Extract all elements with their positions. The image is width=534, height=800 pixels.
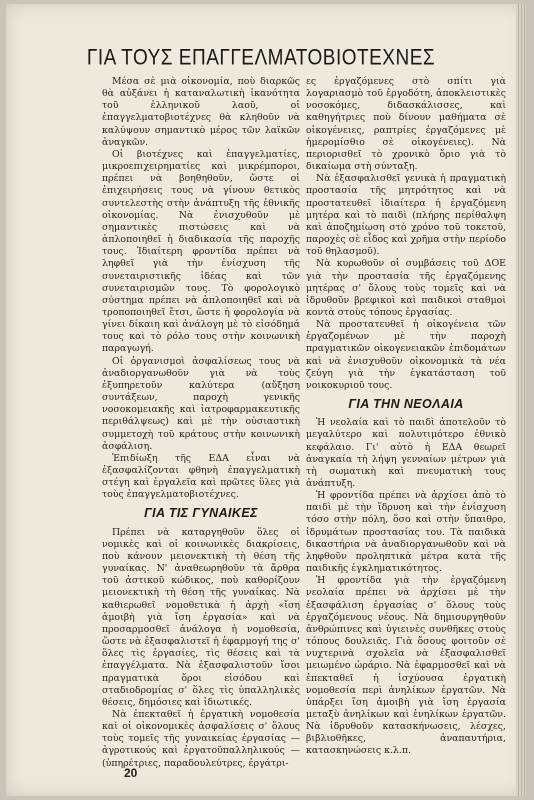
right-column <box>306 76 506 758</box>
left-column <box>102 76 300 770</box>
paragraph: Μέσα σὲ μιὰ οἰκονομία, ποὺ διαρκῶς θὰ αὐξάνει ἡ καταναλωτικὴ ἱκανότητα τοῦ ἑλληνικοῦ λαοῦ, οἱ ἐπαγγελματοβιοτέχνες θὰ κληθοῦν νὰ καλύψουν σημαντικὸ μέρος τῶν λαϊκῶν ἀναγκῶν. <box>102 76 300 148</box>
page-number: 20 <box>124 766 138 780</box>
paragraph: Ἡ νεολαία καὶ τὸ παιδὶ ἀποτελοῦν τὸ μεγαλύτερο καὶ πολυτιμότερο ἐθνικὸ κεφάλαιο. Γι' αὐτὸ ἡ ΕΔΑ θεωρεῖ ἀναγκαία τὴ λήψη γενναίων μέτρων γιὰ τὴ σωματικὴ καὶ πνευματικὴ τους ἀνάπτυξη. <box>306 417 506 489</box>
paragraph: Νὰ ἐξασφαλισθεῖ γενικὰ ἡ πραγματικὴ προστασία τῆς μητρότητος καὶ νὰ προστατευθεῖ ἰδιαίτερα ἡ ἐργαζόμενη μητέρα καὶ τὸ παιδὶ (πλήρης περίθαλψη καὶ ἀποζημίωση στὸ χρόνο τοῦ τοκετοῦ, παροχὲς σὲ εἶδος καὶ χρῆμα στὴν περίοδο τοῦ θηλασμοῦ). <box>306 173 506 258</box>
page-title: ΓΙΑ ΤΟΥΣ ΕΠΑΓΓΕΛΜΑΤΟΒΙΟΤΕΧΝΕΣ <box>86 46 436 71</box>
page-edge-stripes <box>516 4 526 796</box>
paragraph: Νὰ ἐπεκταθεῖ ἡ ἐργατικὴ νομοθεσία καὶ οἱ οἰκονομικὲς ἀσφαλίσεις σ' ὅλους τοὺς τομεῖς τῆς γυναικείας ἐργασίας — ἀγροτικούς καὶ ἐργατοϋπαλληλικούς — (ὑπηρέτριες, παραδουλεύτρες, ἐργάτρι- <box>102 708 300 769</box>
paragraph: Νὰ κυρωθοῦν οἱ συμβάσεις τοῦ ΔΟΕ γιὰ τὴν προστασία τῆς ἐργαζόμενης μητέρας σ' ὅλους τοὺς τομεῖς καὶ νὰ ἱδρυθοῦν βρεφικοὶ καὶ παιδικοὶ σταθμοὶ κοντὰ στοὺς τόπους ἐργασίας. <box>306 258 506 318</box>
magazine-page <box>6 4 526 796</box>
paragraph: Οἱ βιοτέχνες καὶ ἐπαγγελματίες, μικροεπιχειρηματίες καὶ μικρέμποροι, πρέπει νὰ βοηθηθοῦν, ὥστε οἱ ἐπιχειρήσεις τους νὰ γίνουν θετικὸς συντελεστὴς στὴν ἀνάπτυξη τῆς ἐθνικῆς οἰκονομίας. Νὰ ἐνισχυθοῦν μὲ σημαντικὲς πιστώσεις καὶ νὰ ἁπλοποιηθεῖ ἡ διαδικασία τῆς παροχῆς τους. Ἰδιαίτερη φροντίδα πρέπει νὰ ληφθεῖ γιὰ τὴν ἐνίσχυση τῆς συνεταιριστικῆς ἰδέας καὶ τῶν συνεταιρισμῶν τους. Τὸ φορολογικὸ σύστημα πρέπει νὰ ἁπλοποιηθεῖ καὶ νὰ τροποποιηθεῖ ἔτσι, ὥστε ἡ φορολογία νὰ γίνει δίκαιη καὶ ἀνάλογη μὲ τὸ εἰσόδημά τους καὶ τὸ ρόλο τους στὴν κοινωνικὴ παραγωγή. <box>102 148 300 355</box>
paragraph: Ἐπιδίωξη τῆς ΕΔΑ εἶναι νὰ ἐξασφαλίζονται φθηνὴ ἐπαγγελματικὴ στέγη καὶ ἐργαλεῖα καὶ πρῶτες ὕλες γιὰ τοὺς ἐπαγγελματοβιοτέχνες. <box>102 452 300 501</box>
paragraph: Πρέπει νὰ καταργηθοῦν ὅλες οἱ νομικὲς καὶ οἱ κοινωνικὲς διακρίσεις, ποὺ κάνουν μειονεκτικὴ τὴ θέση τῆς γυναίκας. Ν' ἀναθεωρηθοῦν τὰ ἄρθρα τοῦ ἀστικοῦ κώδικος, ποὺ καθορίζουν μειονεκτικὴ τὴ θέση τῆς γυναίκας. Νὰ καθιερωθεῖ νομοθετικὰ ἡ ἀρχὴ «ἴση ἀμοιβὴ γιὰ ἴση ἐργασία» καὶ νὰ προσαρμοσθεῖ ἀνάλογα ἡ νομοθεσία, ὥστε νὰ ἐξασφαλιστεῖ ἡ ἐφαρμογή της σ' ὅλες τὶς ἐργασίες, τὶς θέσεις καὶ τὰ ἐπαγγέλματα. Νὰ ἐξασφαλιστοῦν ἴσοι πραγματικὰ ὅροι εἰσόδου καὶ σταδιοδρομίας σ' ὅλες τὶς ὑπαλληλικὲς θέσεις, δημόσιες καὶ ἰδιωτικές. <box>102 526 300 708</box>
paragraph: Ἡ φροντίδα γιὰ τὴν ἐργαζόμενη νεολαία πρέπει νὰ ἀρχίσει μὲ τὴν ἐξασφάλιση ἐργασίας σ' ὅλους τοὺς ἐργαζόμενους νέους. Νὰ δημιουργηθοῦν ἀνθρώπινες καὶ ὑγιεινὲς συνθῆκες στοὺς τόπους δουλειᾶς. Γιὰ ὅσους φοιτοῦν σὲ νυχτερινὰ σχολεῖα νὰ ἐξασφαλισθεῖ μειωμένο ὡράριο. Νὰ ἐφαρμοσθεῖ καὶ νὰ ἐπεκταθεῖ ἡ ἰσχύουσα ἐργατικὴ νομοθεσία περὶ ἀνηλίκων ἐργατῶν. Νὰ ὑπάρξει ἴση ἀμοιβὴ γιὰ ἴση ἐργασία μεταξὺ ἀνηλίκων καὶ ἐνηλίκων ἐργατῶν. Νὰ ἱδρυθοῦν κατασκήνωσεις, λέσχες, βιβλιοθῆκες, ἀναπαυτήρια, κατασκηνώσεις κ.λ.π. <box>306 575 506 757</box>
paragraph: Ἡ φροντίδα πρέπει νὰ ἀρχίσει ἀπὸ τὸ παιδὶ μὲ τὴν ἵδρυση καὶ τὴν ἐνίσχυση τόσο στὴν πόλη, ὅσο καὶ στὴν ὕπαιθρο, ἰδρυμάτων προστασίας του. Τὰ παιδικὰ δικαστήρια νὰ ἀναδιοργανωθοῦν καὶ νὰ ληφθοῦν προληπτικὰ μέτρα κατὰ τῆς παιδικῆς ἐγκληματικότητος. <box>306 490 506 575</box>
paragraph: ες ἐργαζόμενες στὸ σπίτι γιὰ λογαριασμὸ τοῦ ἐργοδότη, ἀποκλειστικὲς νοσοκόμες, διδασκάλισσες, καὶ καθηγήτριες ποὺ δίνουν μαθήματα σὲ οἰκογένειες, ραπτρίες ἐργαζόμενες μὲ ἡμερομίσθιο σὲ οἰκογένειες). Νὰ περιορισθεῖ τὸ χρονικὸ ὅριο γιὰ τὸ δικαίωμα στὴ σύνταξη. <box>306 76 506 173</box>
section-heading-women: ΓΙΑ ΤΙΣ ΓΥΝΑΙΚΕΣ <box>144 506 258 521</box>
paragraph: Νὰ προστατευθεῖ ἡ οἰκογένεια τῶν ἐργαζομένων μὲ τὴν παροχὴ πραγματικῶν οἰκογενειακῶν ἐπιδομάτων καὶ νὰ ἐνισχυθοῦν οἰκονομικὰ τὰ νέα ζεύγη γιὰ τὴν ἐγκατάσταση τοῦ νοικοκυριοῦ τους. <box>306 319 506 391</box>
paragraph: Οἱ ὀργανισμοὶ ἀσφαλίσεως τους νὰ ἀναδιοργανωθοῦν γιὰ νὰ τοὺς ἐξυπηρετοῦν καλύτερα (αὔξηση συντάξεων, παροχὴ γενικῆς νοσοκομειακῆς καὶ ἰατροφαρμακευτικῆς περιθάλψεως) καὶ μὲ τὴν οὐσιαστικὴ συμμετοχὴ τοῦ κράτους στὴν κοινωνικὴ ἀσφάλιση. <box>102 355 300 452</box>
section-heading-youth: ΓΙΑ ΤΗΝ ΝΕΟΛΑΙΑ <box>348 397 464 412</box>
